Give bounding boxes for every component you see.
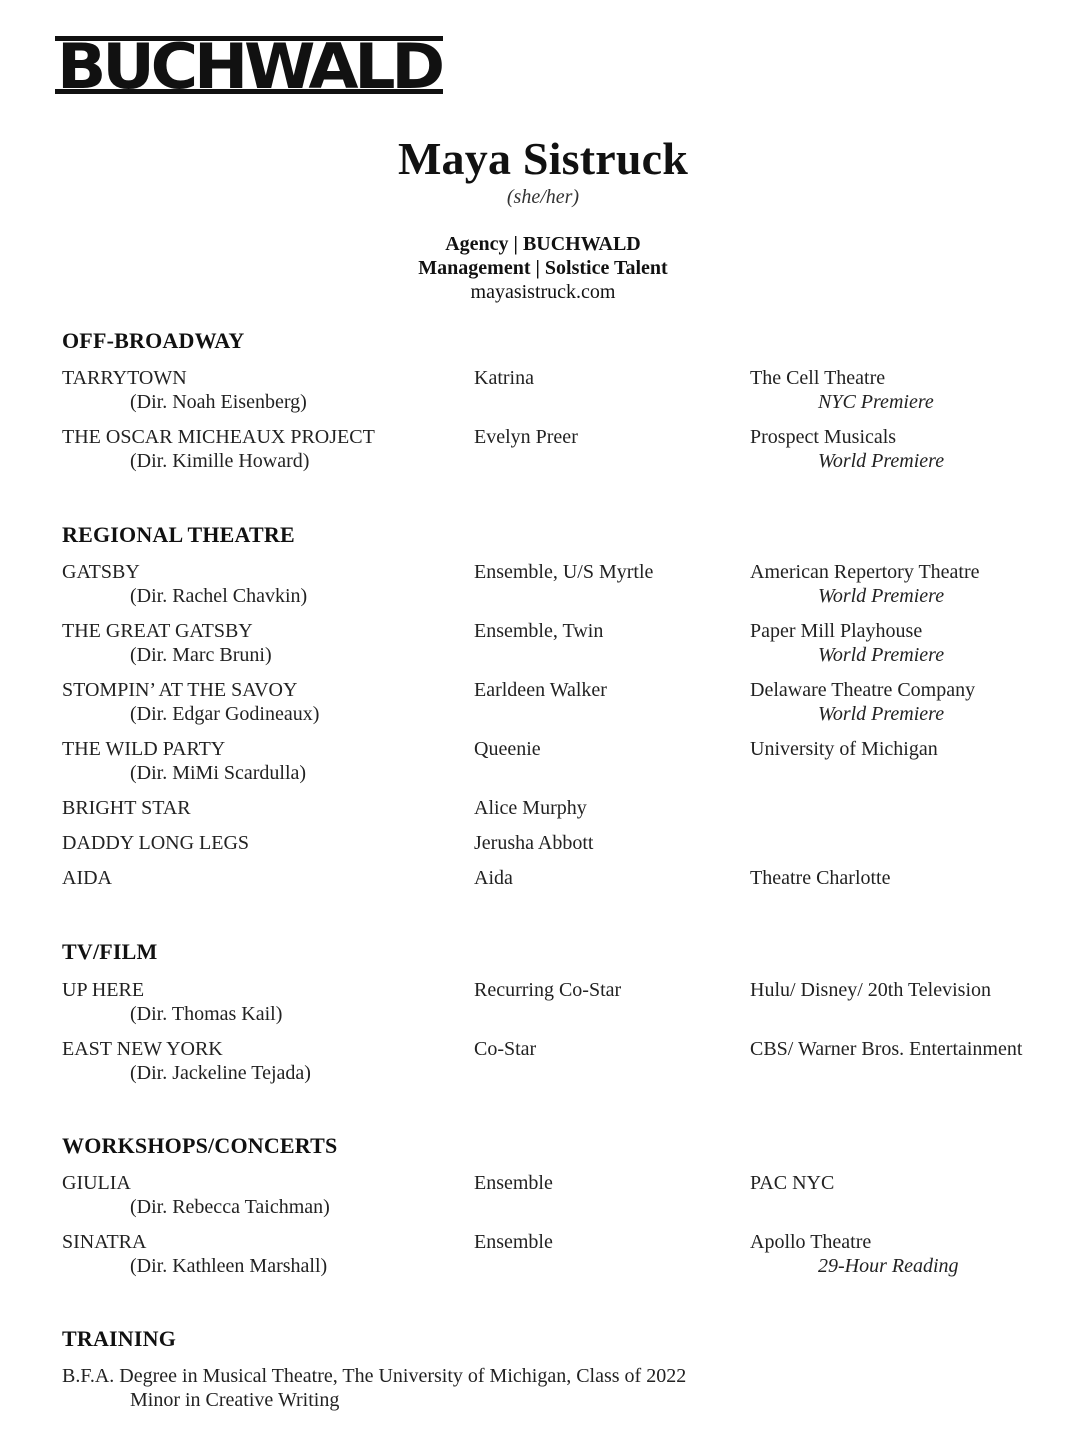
director: (Dir. Kimille Howard) xyxy=(130,450,310,472)
agency-line: Agency | BUCHWALD xyxy=(445,233,641,255)
management-line: Management | Solstice Talent xyxy=(418,257,668,279)
logo-wordmark: BUCHWALD xyxy=(57,36,443,96)
network: Hulu/ Disney/ 20th Television xyxy=(750,979,991,1001)
section-regional-theatre xyxy=(62,522,1052,901)
show-title: THE GREAT GATSBY xyxy=(62,620,253,642)
role: Alice Murphy xyxy=(474,797,587,819)
role: Recurring Co-Star xyxy=(474,979,622,1001)
venue: Prospect Musicals xyxy=(750,426,897,448)
director: (Dir. Thomas Kail) xyxy=(130,1003,283,1025)
credit-row xyxy=(62,796,1052,820)
premiere-note: NYC Premiere xyxy=(818,391,934,413)
credit-row xyxy=(62,1230,1052,1278)
credit-row xyxy=(62,560,1052,608)
section-workshops-concerts xyxy=(62,1133,1052,1289)
section-title: REGIONAL THEATRE xyxy=(62,522,295,547)
actor-name: Maya Sistruck xyxy=(397,133,689,184)
role: Aida xyxy=(474,867,513,889)
show-title: STOMPIN’ AT THE SAVOY xyxy=(62,679,298,701)
director: (Dir. MiMi Scardulla) xyxy=(130,762,307,784)
role: Evelyn Preer xyxy=(474,426,578,448)
venue: University of Michigan xyxy=(750,738,938,760)
contact-block xyxy=(0,232,1086,304)
reading-note: 29-Hour Reading xyxy=(818,1255,959,1277)
premiere-note: World Premiere xyxy=(818,585,945,607)
credit-row xyxy=(62,831,1052,855)
section-title: OFF-BROADWAY xyxy=(62,328,245,353)
show-title: DADDY LONG LEGS xyxy=(62,832,250,854)
director: (Dir. Edgar Godineaux) xyxy=(130,703,320,725)
venue: The Cell Theatre xyxy=(750,367,886,389)
buchwald-logo xyxy=(55,36,443,96)
director: (Dir. Marc Bruni) xyxy=(130,644,272,666)
show-title: SINATRA xyxy=(62,1231,147,1253)
section-off-broadway xyxy=(62,328,1052,484)
premiere-note: World Premiere xyxy=(818,644,945,666)
show-title: GATSBY xyxy=(62,561,140,583)
section-title: TRAINING xyxy=(62,1326,177,1351)
director: (Dir. Jackeline Tejada) xyxy=(130,1062,311,1084)
role: Jerusha Abbott xyxy=(474,832,594,854)
credit-row xyxy=(62,1037,1052,1085)
website-link[interactable]: mayasistruck.com xyxy=(470,281,616,303)
show-title: GIULIA xyxy=(62,1172,131,1194)
role: Earldeen Walker xyxy=(474,679,607,701)
credit-row xyxy=(62,1171,1052,1219)
director: (Dir. Kathleen Marshall) xyxy=(130,1255,328,1277)
minor-line: Minor in Creative Writing xyxy=(130,1389,340,1411)
pronouns: (she/her) xyxy=(506,186,580,208)
credit-row xyxy=(62,978,1052,1026)
training-block xyxy=(62,1364,1052,1412)
show-title: THE OSCAR MICHEAUX PROJECT xyxy=(62,426,375,448)
venue: Theatre Charlotte xyxy=(750,867,891,889)
role: Ensemble xyxy=(474,1231,553,1253)
role: Co-Star xyxy=(474,1038,537,1060)
credit-row xyxy=(62,366,1052,414)
premiere-note: World Premiere xyxy=(818,703,945,725)
section-title: WORKSHOPS/CONCERTS xyxy=(62,1133,338,1158)
role: Ensemble xyxy=(474,1172,553,1194)
role: Katrina xyxy=(474,367,534,389)
premiere-note: World Premiere xyxy=(818,450,945,472)
show-title: THE WILD PARTY xyxy=(62,738,226,760)
venue: Apollo Theatre xyxy=(750,1231,872,1253)
credit-row xyxy=(62,619,1052,667)
venue: American Repertory Theatre xyxy=(750,561,980,583)
director: (Dir. Rachel Chavkin) xyxy=(130,585,308,607)
venue: Paper Mill Playhouse xyxy=(750,620,923,642)
director: (Dir. Rebecca Taichman) xyxy=(130,1196,330,1218)
role: Ensemble, U/S Myrtle xyxy=(474,561,654,583)
role: Ensemble, Twin xyxy=(474,620,604,642)
venue: Delaware Theatre Company xyxy=(750,679,976,701)
credit-row xyxy=(62,678,1052,726)
role: Queenie xyxy=(474,738,541,760)
show-title: TARRYTOWN xyxy=(62,367,187,389)
credit-row xyxy=(62,425,1052,473)
network: CBS/ Warner Bros. Entertainment xyxy=(750,1038,1023,1060)
degree-line: B.F.A. Degree in Musical Theatre, The University of Michigan, Class of 2022 xyxy=(62,1365,687,1387)
venue: PAC NYC xyxy=(750,1172,835,1194)
show-title: UP HERE xyxy=(62,979,145,1001)
show-title: AIDA xyxy=(62,867,112,889)
credit-row xyxy=(62,737,1052,785)
section-title: TV/FILM xyxy=(62,939,158,964)
section-tv-film xyxy=(62,939,1052,1096)
show-title: EAST NEW YORK xyxy=(62,1038,223,1060)
section-training xyxy=(62,1326,1052,1412)
show-title: BRIGHT STAR xyxy=(62,797,191,819)
director: (Dir. Noah Eisenberg) xyxy=(130,391,307,413)
credit-row xyxy=(62,866,1052,890)
